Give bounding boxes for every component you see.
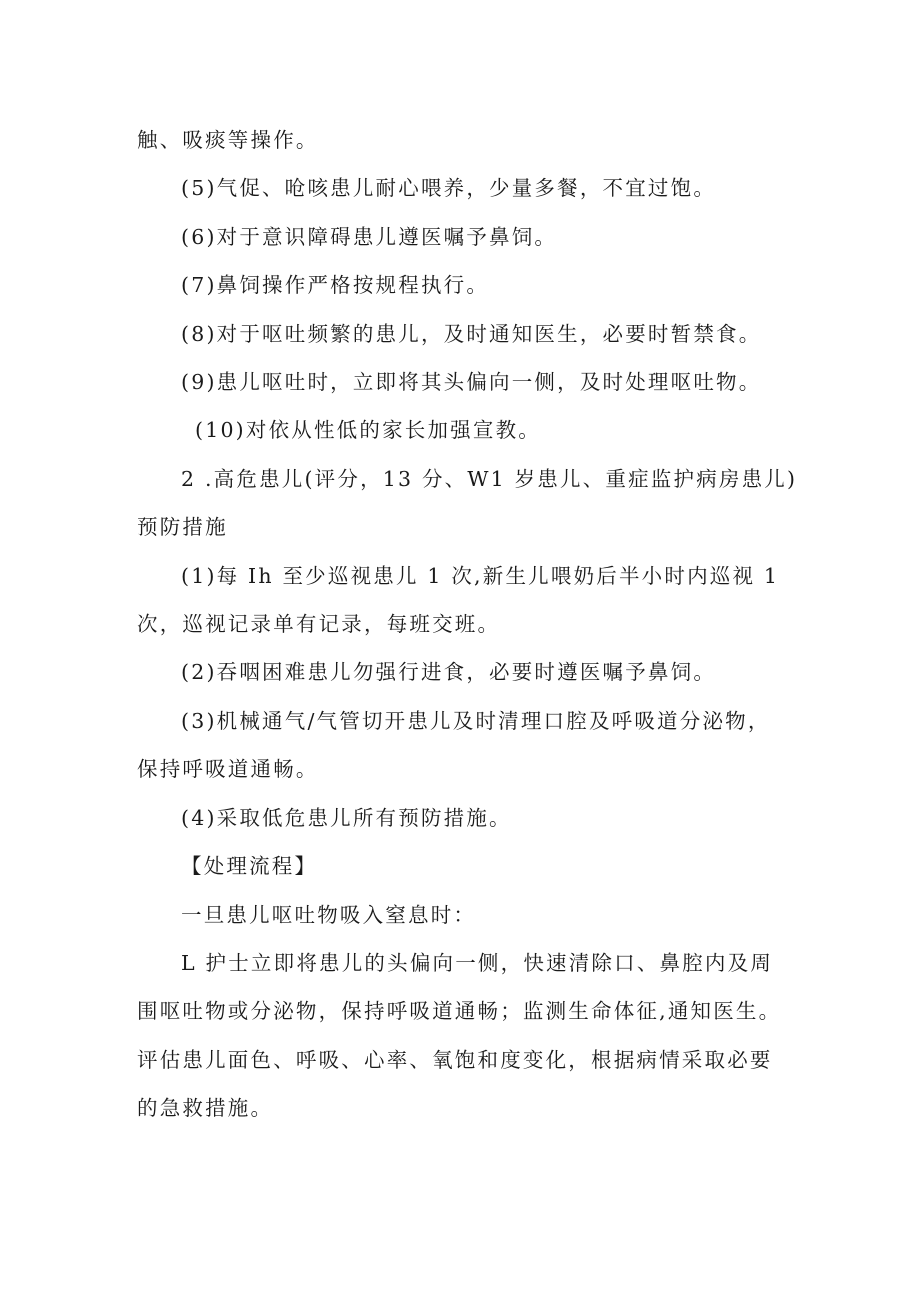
text-line: (9)患儿呕吐时，立即将其头偏向一侧，及时处理呕吐物。 — [181, 370, 762, 395]
text-line: (2)吞咽困难患儿勿强行进食，必要时遵医嘱予鼻饲。 — [181, 660, 717, 685]
section-heading-high-risk: 2 .高危患儿(评分，13 分、W1 岁患儿、重症监护病房患儿) — [181, 466, 798, 491]
text-line: (3)机械通气/气管切开患儿及时清理口腔及呼吸道分泌物， — [181, 708, 771, 733]
text-line: (7)鼻饲操作严格按规程执行。 — [181, 273, 490, 298]
text-line: (6)对于意识障碍患儿遵医嘱予鼻饲。 — [181, 224, 558, 249]
document-body — [137, 116, 800, 1133]
text-line: 围呕吐物或分泌物，保持呼吸道通畅；监测生命体征,通知医生。 — [137, 999, 782, 1024]
text-line: (10)对依从性低的家长加强宣教。 — [195, 418, 541, 443]
text-line: (5)气促、呛咳患儿耐心喂养，少量多餐，不宜过饱。 — [181, 176, 717, 201]
text-line: 的急救措施。 — [137, 1096, 274, 1121]
text-line: 触、吸痰等操作。 — [137, 128, 319, 152]
text-line: 保持呼吸道通畅。 — [137, 757, 319, 782]
text-line: 次，巡视记录单有记录，每班交班。 — [137, 612, 501, 637]
text-line: 一旦患儿呕吐物吸入窒息时： — [181, 902, 477, 927]
section-heading-procedure: 【处理流程】 — [181, 854, 318, 879]
text-line: (1)每 Ih 至少巡视患儿 1 次,新生儿喂奶后半小时内巡视 1 — [181, 563, 780, 588]
text-line: (4)采取低危患儿所有预防措施。 — [181, 805, 512, 830]
text-line: L 护士立即将患儿的头偏向一侧，快速清除口、鼻腔内及周 — [181, 950, 774, 975]
text-line: 评估患儿面色、呼吸、心率、氧饱和度变化，根据病情采取必要 — [137, 1047, 773, 1072]
text-line: 预防措施 — [137, 515, 228, 540]
text-line: (8)对于呕吐频繁的患儿，及时通知医生，必要时暂禁食。 — [181, 321, 762, 346]
